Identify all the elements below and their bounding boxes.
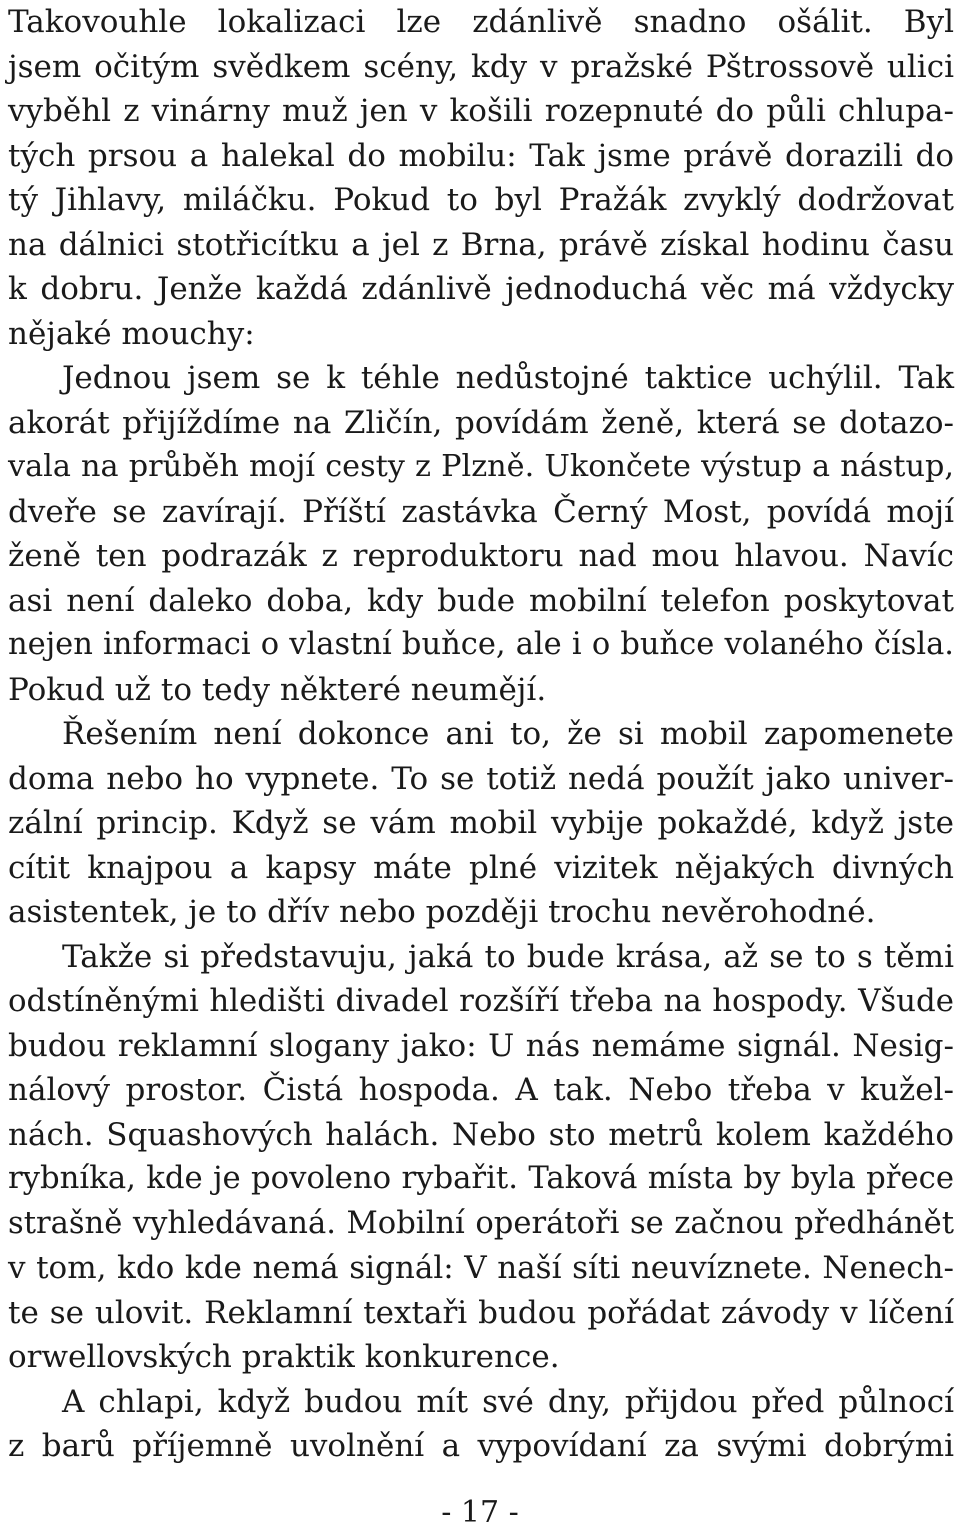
text-line: k dobru. Jenže každá zdánlivě jednoduchá věc má vždycky [8,271,954,307]
text-line: tý Jihlavy, miláčku. Pokud to byl Pražák zvyklý dodržovat [8,182,954,218]
text-line: Takovouhle lokalizaci lze zdánlivě snadno ošálit. Byl [8,4,954,40]
text-line: dveře se zavírají. Příští zastávka Černý Most, povídá mojí [8,493,954,530]
text-line: orwellovských praktik konkurence. [8,1339,560,1375]
text-line: odstíněnými hledišti divadel rozšíří třeba na hospody. Všude [8,983,954,1019]
text-line: tých prsou a halekal do mobilu: Tak jsme právě dorazili do [8,137,954,174]
text-line: cítit knajpou a kapsy máte plné vizitek nějakých divných [8,849,954,886]
text-line: asi není daleko doba, kdy bude mobilní telefon poskytovat [8,582,954,619]
text-line: A chlapi, když budou mít své dny, přijdou před půlnocí [62,1383,954,1420]
text-line: asistentek, je to dřív nebo později trochu nevěrohodné. [8,894,876,930]
text-line: akorát přijíždíme na Zličín, povídám ženě, která se dotazo- [8,404,954,441]
page-body [8,0,954,1469]
text-line: nách. Squashových halách. Nebo sto metrů kolem každého [8,1116,954,1153]
text-line: vyběhl z vinárny muž jen v košili rozepnuté do půli chlupa- [8,93,954,129]
text-line: strašně vyhledávaná. Mobilní operátoři se začnou předhánět [8,1205,954,1241]
text-line: Pokud už to tedy některé neumějí. [8,671,547,708]
text-line: Jednou jsem se k téhle nedůstojné taktice uchýlil. Tak [62,360,954,396]
text-line: nálový prostor. Čistá hospoda. A tak. Nebo třeba v kužel- [8,1072,954,1108]
text-line: te se ulovit. Reklamní textaři budou pořádat závody v líčení [8,1294,954,1331]
text-line: z barů příjemně uvolnění a vypovídaní za svými dobrými [8,1428,954,1464]
text-line: doma nebo ho vypnete. To se totiž nedá použít jako univer- [8,760,954,797]
text-line: na dálnici stotřicítku a jel z Brna, právě získal hodinu času [8,226,954,263]
text-line: jsem očitým svědkem scény, kdy v pražské Pštrossově ulici [8,48,954,85]
text-line: Řešením není dokonce ani to, že si mobil zapomenete [62,716,954,752]
text-line: nějaké mouchy: [8,315,255,352]
text-line: budou reklamní slogany jako: U nás nemáme signál. Nesig- [8,1027,954,1064]
page-number: - 17 - [441,1495,519,1530]
text-line: vala na průběh mojí cesty z Plzně. Ukončete výstup a nástup, [8,449,954,484]
text-line: nejen informaci o vlastní buňce, ale i o buňce volaného čísla. [8,627,954,662]
text-line: rybníka, kde je povoleno rybařit. Taková místa by byla přece [8,1161,954,1196]
text-line: zální princip. Když se vám mobil vybije pokaždé, když jste [8,805,954,841]
text-line: Takže si představuju, jaká to bude krása, až se to s těmi [62,938,954,975]
text-line: ženě ten podrazák z reproduktoru nad mou hlavou. Navíc [8,538,954,574]
text-line: v tom, kdo kde nemá signál: V naší síti neuvíznete. Nenech- [8,1250,954,1286]
